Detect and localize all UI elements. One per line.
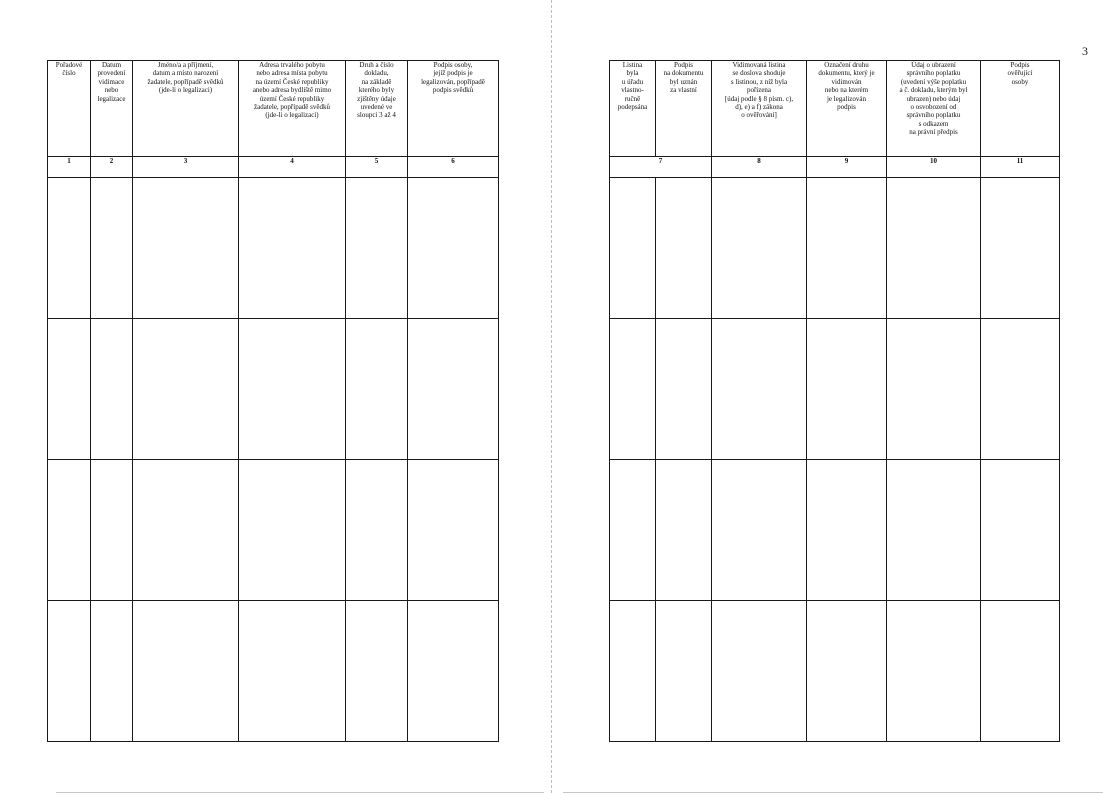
table-cell	[887, 178, 981, 319]
table-cell	[48, 178, 91, 319]
column-number: 4	[239, 157, 346, 178]
table-row	[610, 460, 1060, 601]
table-cell	[807, 178, 887, 319]
table-cell	[91, 460, 133, 601]
table-cell	[91, 319, 133, 460]
table-cell	[408, 601, 499, 742]
table-cell	[408, 319, 499, 460]
column-number: 10	[887, 157, 981, 178]
table-cell	[656, 319, 712, 460]
table-cell	[807, 319, 887, 460]
table-cell	[981, 178, 1060, 319]
register-table-left	[47, 60, 499, 742]
table-cell	[887, 319, 981, 460]
table-cell	[239, 601, 346, 742]
header-podpis-uznan: Podpis na dokumentu byl uznán za vlastní	[656, 61, 712, 157]
table-cell	[48, 319, 91, 460]
table-cell	[656, 178, 712, 319]
header-spravni-poplatek: Údaj o ubrazení správního poplatku (uvedení výše poplatku a č. dokladu, kterým byl ubrazen) nebo údaj o osvobození od správního poplatku s odkazem na právní předpis	[887, 61, 981, 157]
header-jmeno: Jméno/a a příjmení, datum a místo narození žadatele, popřípadě svědků (jde-li o legalizaci)	[133, 61, 239, 157]
table-cell	[656, 460, 712, 601]
table-cell	[610, 178, 656, 319]
table-row	[48, 601, 499, 742]
column-number: 1	[48, 157, 91, 178]
table-cell	[610, 601, 656, 742]
header-druh-dokladu: Druh a číslo dokladu, na základě kterého byly zjištěny údaje uvedené ve sloupci 3 až 4	[346, 61, 408, 157]
column-number: 9	[807, 157, 887, 178]
header-poradove-cislo: Pořadové číslo	[48, 61, 91, 157]
table-cell	[239, 460, 346, 601]
table-row	[610, 319, 1060, 460]
table-cell	[48, 601, 91, 742]
column-number-row	[610, 157, 1060, 178]
column-number: 11	[981, 157, 1060, 178]
column-number-row	[48, 157, 499, 178]
table-cell	[239, 178, 346, 319]
header-oznaceni-dokumentu: Označení druhu dokumentu, který je vidimován nebo na kterém je legalizován podpis	[807, 61, 887, 157]
table-cell	[133, 601, 239, 742]
page-divider	[551, 0, 552, 793]
column-number: 8	[712, 157, 807, 178]
table-cell	[887, 601, 981, 742]
table-row	[48, 319, 499, 460]
table-cell	[610, 319, 656, 460]
table-cell	[656, 601, 712, 742]
header-row	[610, 61, 1060, 157]
table-row	[48, 178, 499, 319]
table-cell	[346, 178, 408, 319]
column-number: 2	[91, 157, 133, 178]
table-cell	[712, 178, 807, 319]
table-cell	[807, 601, 887, 742]
header-podpis-overujici: Podpis ověřující osoby	[981, 61, 1060, 157]
register-table-right	[609, 60, 1060, 742]
table-cell	[981, 601, 1060, 742]
table-cell	[133, 319, 239, 460]
table-cell	[408, 460, 499, 601]
table-cell	[239, 319, 346, 460]
table-cell	[133, 178, 239, 319]
table-cell	[712, 319, 807, 460]
header-listina-podepsana: Listina byla u úřadu vlastno- ručně podepsána	[610, 61, 656, 157]
table-cell	[91, 178, 133, 319]
table-row	[48, 460, 499, 601]
table-cell	[981, 460, 1060, 601]
table-cell	[712, 601, 807, 742]
table-cell	[610, 460, 656, 601]
header-podpis-osoby: Podpis osoby, jejíž podpis je legalizován, popřípadě podpis svědků	[408, 61, 499, 157]
header-row	[48, 61, 499, 157]
table-row	[610, 178, 1060, 319]
table-cell	[91, 601, 133, 742]
header-datum: Datum provedení vidimace nebo legalizace	[91, 61, 133, 157]
table-cell	[133, 460, 239, 601]
table-cell	[346, 319, 408, 460]
page-number: 3	[1082, 44, 1088, 58]
table-cell	[48, 460, 91, 601]
table-cell	[981, 319, 1060, 460]
table-cell	[807, 460, 887, 601]
column-number: 6	[408, 157, 499, 178]
header-adresa: Adresa trvalého pobytu nebo adresa místa pobytu na území České republiky anebo adresa bydliště mimo území České republiky žadatele, popřípadě svědků (jde-li o legalizaci)	[239, 61, 346, 157]
column-number: 5	[346, 157, 408, 178]
table-cell	[712, 460, 807, 601]
table-row	[610, 601, 1060, 742]
column-number: 7	[610, 157, 712, 178]
header-vidimovana-listina: Vidimovaná listina se doslova shoduje s listinou, z níž byla pořízena [údaj podle § 8 písm. c), d), e) a f) zákona o ověřování]	[712, 61, 807, 157]
column-number: 3	[133, 157, 239, 178]
table-cell	[408, 178, 499, 319]
table-cell	[346, 601, 408, 742]
table-cell	[887, 460, 981, 601]
table-cell	[346, 460, 408, 601]
